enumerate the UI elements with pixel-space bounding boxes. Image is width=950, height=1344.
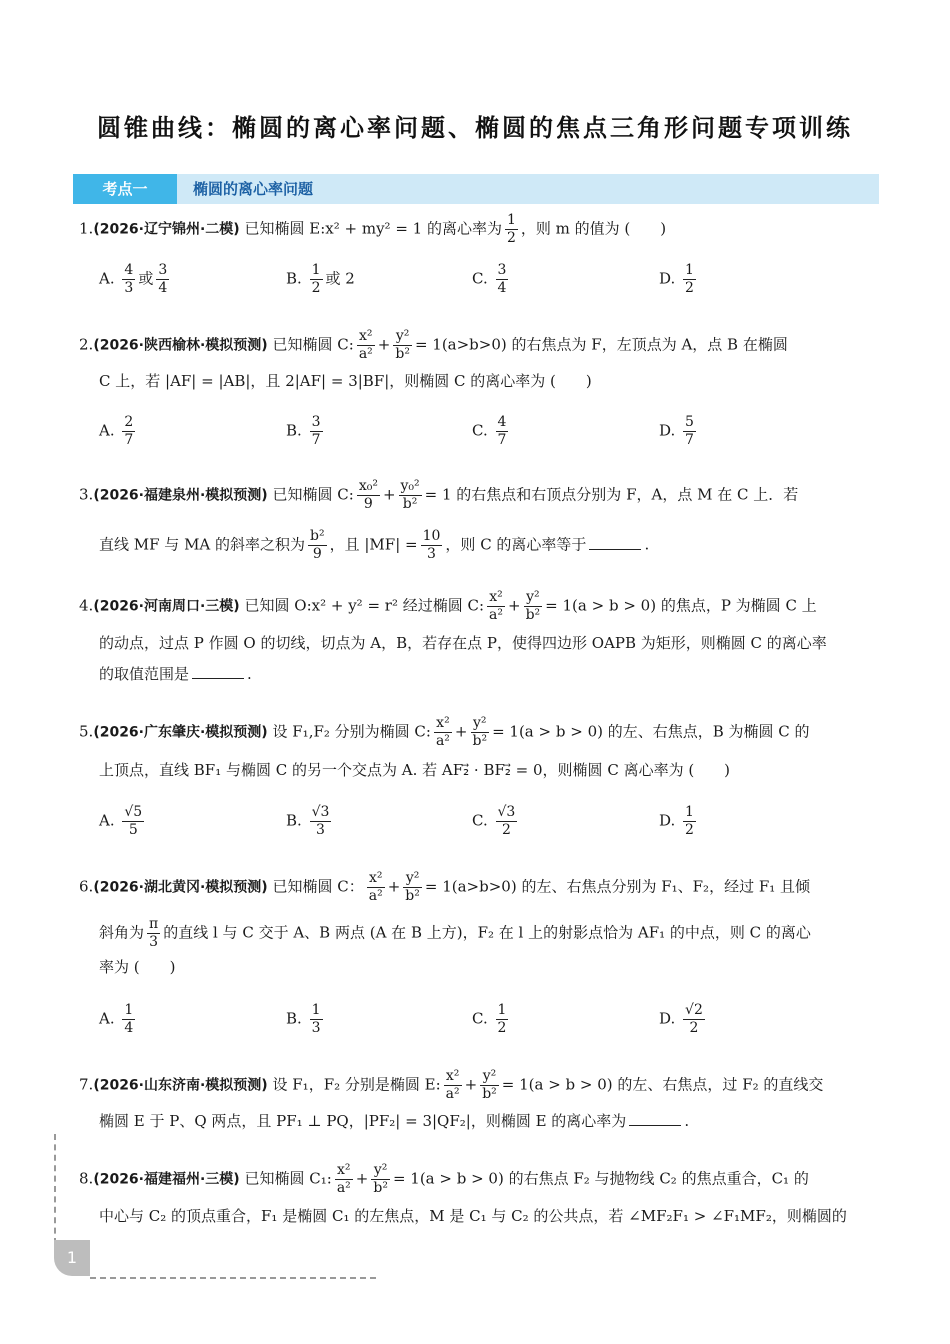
question-line (99, 663, 252, 684)
fraction-numerator: y² (393, 328, 412, 346)
fraction-denominator: 3 (316, 822, 325, 838)
fraction-denominator: b² (395, 346, 410, 362)
choice-option[interactable] (472, 1002, 511, 1037)
question-text: . (644, 535, 650, 554)
fraction (683, 414, 696, 449)
question-source: (2026·山东济南·模拟预测) (93, 1077, 268, 1094)
fraction-numerator: 1 (497, 1002, 507, 1018)
question-text: 已知椭圆 C: (272, 485, 354, 504)
question-text: + (464, 1075, 478, 1094)
choice-option[interactable] (659, 804, 699, 839)
question-line (79, 328, 788, 363)
fraction-numerator: 1 (124, 1002, 134, 1018)
section-name: 椭圆的离心率问题 (193, 180, 314, 198)
question-line (79, 870, 810, 905)
footer-divider (90, 1277, 376, 1279)
question-number: 1. (79, 219, 94, 238)
question-line (79, 715, 810, 750)
question-source: (2026·湖北黄冈·模拟预测) (93, 879, 268, 896)
fraction (122, 262, 135, 297)
fraction-numerator: x² (487, 589, 505, 607)
question-text: ，则 C 的离心率等于 (445, 535, 587, 554)
fraction (310, 262, 323, 297)
question-text: + (508, 596, 521, 615)
fraction-denominator: 2 (689, 1020, 699, 1036)
fraction-numerator: y² (480, 1068, 499, 1086)
fraction-numerator: y² (371, 1162, 390, 1180)
fraction (683, 262, 696, 297)
fraction-numerator: 1 (685, 804, 694, 820)
fraction (487, 589, 505, 624)
question-line (99, 1110, 689, 1131)
fraction-numerator: b² (310, 528, 325, 544)
choice-label: B. (286, 811, 302, 830)
fraction (335, 1162, 353, 1197)
fraction-denominator: 3 (311, 1020, 321, 1036)
section-header (73, 174, 879, 204)
fraction (147, 916, 160, 951)
page-title: 圆锥曲线：椭圆的离心率问题、椭圆的焦点三角形问题专项训练 (97, 114, 853, 142)
fraction-numerator: √5 (124, 804, 143, 820)
fraction (480, 1068, 499, 1103)
fraction (683, 804, 696, 839)
question-text: 或 2 (325, 269, 355, 288)
fraction (421, 528, 443, 563)
fraction (367, 870, 385, 905)
fraction-numerator: y₀² (400, 478, 420, 494)
question-text: 已知椭圆 E:x² + my² = 1 的离心率为 (244, 219, 502, 238)
question-text: + (377, 335, 391, 354)
fraction-numerator: 4 (124, 262, 134, 278)
fraction-denominator: 4 (158, 280, 168, 296)
answer-blank[interactable] (589, 549, 641, 550)
fraction (308, 528, 327, 563)
fraction-numerator: 3 (311, 414, 321, 430)
question-source: (2026·河南周口·三模) (93, 598, 240, 615)
choice-option[interactable] (286, 262, 355, 297)
fraction-numerator: x² (335, 1162, 353, 1180)
question-line (99, 528, 649, 563)
choice-option[interactable] (659, 1002, 708, 1037)
question-text: = 1(a > b > 0) 的焦点，P 为椭圆 C 上 (545, 596, 817, 615)
fraction-numerator: 5 (685, 414, 694, 430)
fraction-denominator: 2 (685, 822, 694, 838)
question-number: 7. (79, 1075, 94, 1094)
question-source: (2026·福建福州·三模) (93, 1171, 240, 1188)
question-number: 3. (79, 485, 94, 504)
choice-label: C. (472, 811, 488, 830)
fraction-denominator: 2 (685, 280, 694, 296)
fraction (403, 870, 422, 905)
fraction-denominator: b² (373, 1180, 388, 1196)
question-line (99, 956, 175, 977)
fraction (496, 1002, 509, 1037)
fraction (357, 478, 380, 513)
choice-label: C. (472, 421, 488, 440)
question-source: (2026·福建泉州·模拟预测) (93, 487, 268, 504)
fraction-denominator: 2 (501, 822, 511, 838)
fraction-numerator: y² (403, 870, 422, 888)
fraction-numerator: x² (357, 328, 375, 346)
choice-label: D. (659, 811, 676, 830)
fraction-numerator: x₀² (358, 478, 378, 494)
question-number: 4. (79, 596, 94, 615)
fraction-numerator: √2 (685, 1002, 703, 1018)
fraction-denominator: a² (336, 1180, 351, 1196)
question-text: ，则 m 的值为 ( ) (520, 219, 667, 238)
fraction (505, 212, 518, 247)
choice-option[interactable] (472, 262, 511, 297)
fraction-denominator: 4 (497, 280, 507, 296)
question-text: 椭圆 E 于 P、Q 两点，且 PF₁ ⊥ PQ，|PF₂| = 3|QF₂|，则椭圆 E 的离心率为 (99, 1112, 627, 1130)
fraction-denominator: b² (482, 1086, 497, 1102)
choice-label: A. (99, 269, 115, 288)
question-line (79, 1162, 809, 1197)
question-text: 设 F₁，F₂ 分别是椭圆 E: (272, 1075, 441, 1094)
fraction (310, 1002, 323, 1037)
fraction-denominator: 3 (124, 280, 134, 296)
choice-label: D. (659, 269, 676, 288)
choice-option[interactable] (286, 414, 326, 449)
fraction-denominator: 2 (506, 230, 516, 246)
fraction-numerator: 10 (422, 528, 441, 544)
choice-label: D. (659, 1009, 676, 1028)
choice-label: D. (659, 421, 676, 440)
fraction-numerator: √3 (311, 804, 330, 820)
question-line (99, 759, 730, 780)
question-line (79, 478, 798, 513)
fraction-numerator: x² (367, 870, 385, 888)
question-source: (2026·陕西榆林·模拟预测) (93, 337, 268, 354)
fraction (156, 262, 169, 297)
fraction-denominator: 7 (311, 432, 321, 448)
choice-option[interactable] (99, 262, 172, 297)
fraction-denominator: 7 (124, 432, 134, 448)
fraction-numerator: x² (434, 715, 452, 733)
question-text: + (382, 485, 396, 504)
question-text: ，且 |MF| = (329, 535, 418, 554)
fraction-numerator: 2 (124, 414, 134, 430)
choice-label: A. (99, 421, 115, 440)
choice-label: B. (286, 1009, 302, 1028)
question-line (79, 212, 666, 247)
fraction-denominator: b² (402, 496, 418, 512)
question-text: C 上，若 |AF| = |AB|，且 2|AF| = 3|BF|，则椭圆 C 的离心率为 ( ) (99, 372, 592, 390)
question-text: = 1(a > b > 0) 的右焦点 F₂ 与抛物线 C₂ 的焦点重合，C₁ 的 (392, 1169, 809, 1188)
choice-option[interactable] (472, 414, 511, 449)
question-text: 率为 ( ) (99, 958, 176, 976)
fraction-numerator: 1 (311, 262, 321, 278)
fraction (496, 414, 509, 449)
fraction (524, 589, 543, 624)
question-text: = 1(a > b > 0) 的左、右焦点，过 F₂ 的直线交 (501, 1075, 824, 1094)
question-number: 6. (79, 877, 94, 896)
fraction-denominator: 5 (128, 822, 138, 838)
question-text: 直线 MF 与 MA 的斜率之积为 (99, 535, 306, 554)
fraction-denominator: 2 (311, 280, 321, 296)
question-line (99, 632, 827, 653)
fraction-denominator: a² (368, 888, 383, 904)
choice-label: B. (286, 421, 302, 440)
choice-option[interactable] (286, 1002, 326, 1037)
question-number: 5. (79, 722, 94, 741)
fraction-numerator: π (149, 916, 159, 932)
question-text: 中心与 C₂ 的顶点重合，F₁ 是椭圆 C₁ 的左焦点，M 是 C₁ 与 C₂ 的公共点，若 ∠MF₂F₁ > ∠F₁MF₂，则椭圆的 (99, 1207, 847, 1225)
fraction (496, 804, 518, 839)
choice-option[interactable] (99, 804, 147, 839)
fraction (471, 715, 490, 750)
fraction-numerator: 4 (497, 414, 507, 430)
fraction-denominator: 3 (149, 934, 159, 950)
page-margin-decoration (54, 1134, 56, 1244)
fraction-numerator: 1 (506, 212, 516, 228)
fraction-denominator: 9 (312, 546, 322, 562)
choice-option[interactable] (99, 414, 138, 449)
choice-option[interactable] (286, 804, 334, 839)
question-text: + (454, 722, 468, 741)
fraction-denominator: 7 (497, 432, 507, 448)
question-source: (2026·广东肇庆·模拟预测) (93, 724, 268, 741)
choice-label: C. (472, 269, 488, 288)
fraction (122, 1002, 135, 1037)
question-text: 的取值范围是 (99, 665, 190, 683)
question-text: + (387, 877, 401, 896)
question-text: 已知椭圆 C: (272, 335, 354, 354)
fraction-denominator: a² (445, 1086, 460, 1102)
fraction (310, 804, 332, 839)
question-line (99, 1205, 847, 1226)
question-text: . (684, 1112, 690, 1130)
fraction (122, 804, 144, 839)
answer-blank[interactable] (192, 678, 244, 679)
fraction-denominator: 3 (427, 546, 436, 562)
question-text: = 1(a>b>0) 的右焦点为 F，左顶点为 A，点 B 在椭圆 (414, 335, 788, 354)
question-text: + (355, 1169, 369, 1188)
question-text: 已知圆 O:x² + y² = r² 经过椭圆 C: (244, 596, 485, 615)
fraction-denominator: 2 (497, 1020, 507, 1036)
fraction-denominator: a² (489, 607, 504, 623)
fraction-numerator: √3 (497, 804, 516, 820)
answer-blank[interactable] (629, 1125, 681, 1126)
fraction-numerator: 3 (497, 262, 507, 278)
question-text: 已知椭圆 C： (272, 877, 364, 896)
choice-option[interactable] (472, 804, 520, 839)
fraction-numerator: 1 (685, 262, 694, 278)
choice-label: A. (99, 1009, 115, 1028)
question-text: 已知椭圆 C₁: (244, 1169, 332, 1188)
fraction-denominator: b² (525, 607, 541, 623)
question-line (79, 589, 817, 624)
fraction (371, 1162, 390, 1197)
choice-label: A. (99, 811, 115, 830)
choice-option[interactable] (659, 262, 699, 297)
fraction-denominator: 4 (124, 1020, 134, 1036)
choice-option[interactable] (659, 414, 699, 449)
question-source: (2026·辽宁锦州·二模) (93, 221, 240, 238)
question-text: = 1(a > b > 0) 的左、右焦点，B 为椭圆 C 的 (492, 722, 810, 741)
fraction (496, 262, 509, 297)
fraction-denominator: a² (358, 346, 373, 362)
section-tag: 考点一 (73, 174, 177, 204)
fraction (122, 414, 135, 449)
fraction (357, 328, 375, 363)
question-text: 设 F₁,F₂ 分别为椭圆 C: (272, 722, 431, 741)
question-line (79, 1068, 823, 1103)
fraction-numerator: 1 (311, 1002, 321, 1018)
question-text: 上顶点，直线 BF₁ 与椭圆 C 的另一个交点为 A. 若 AF₂⃗ · BF₂⃗ = 0，则椭圆 C 离心率为 ( ) (99, 761, 731, 779)
fraction-numerator: y² (471, 715, 490, 733)
choice-label: B. (286, 269, 302, 288)
fraction-denominator: b² (472, 733, 488, 749)
question-text: = 1 的右焦点和右顶点分别为 F，A，点 M 在 C 上．若 (424, 485, 799, 504)
question-line (99, 916, 811, 951)
question-number: 8. (79, 1169, 94, 1188)
question-line (99, 370, 592, 391)
fraction-denominator: 9 (363, 496, 373, 512)
fraction-numerator: 3 (158, 262, 168, 278)
question-text: . (247, 665, 252, 683)
fraction (683, 1002, 705, 1037)
fraction-denominator: a² (435, 733, 450, 749)
fraction (393, 328, 412, 363)
fraction-denominator: 7 (685, 432, 694, 448)
fraction (310, 414, 323, 449)
fraction-denominator: b² (405, 888, 420, 904)
fraction (434, 715, 452, 750)
fraction (444, 1068, 462, 1103)
choice-label: C. (472, 1009, 488, 1028)
page-number: 1 (54, 1240, 90, 1276)
fraction-numerator: x² (444, 1068, 462, 1086)
fraction-numerator: y² (524, 589, 543, 607)
choice-option[interactable] (99, 1002, 138, 1037)
question-number: 2. (79, 335, 94, 354)
question-text: 或 (138, 269, 154, 288)
question-text: 的动点，过点 P 作圆 O 的切线，切点为 A，B，若存在点 P，使得四边形 OAPB 为矩形，则椭圆 C 的离心率 (99, 634, 827, 652)
question-text: 的直线 l 与 C 交于 A、B 两点 (A 在 B 上方)，F₂ 在 l 上的射影点恰为 AF₁ 的中点，则 C 的离心 (163, 923, 811, 942)
question-text: = 1(a>b>0) 的左、右焦点分别为 F₁、F₂，经过 F₁ 且倾 (424, 877, 811, 896)
fraction (399, 478, 422, 513)
question-text: 斜角为 (99, 923, 145, 942)
